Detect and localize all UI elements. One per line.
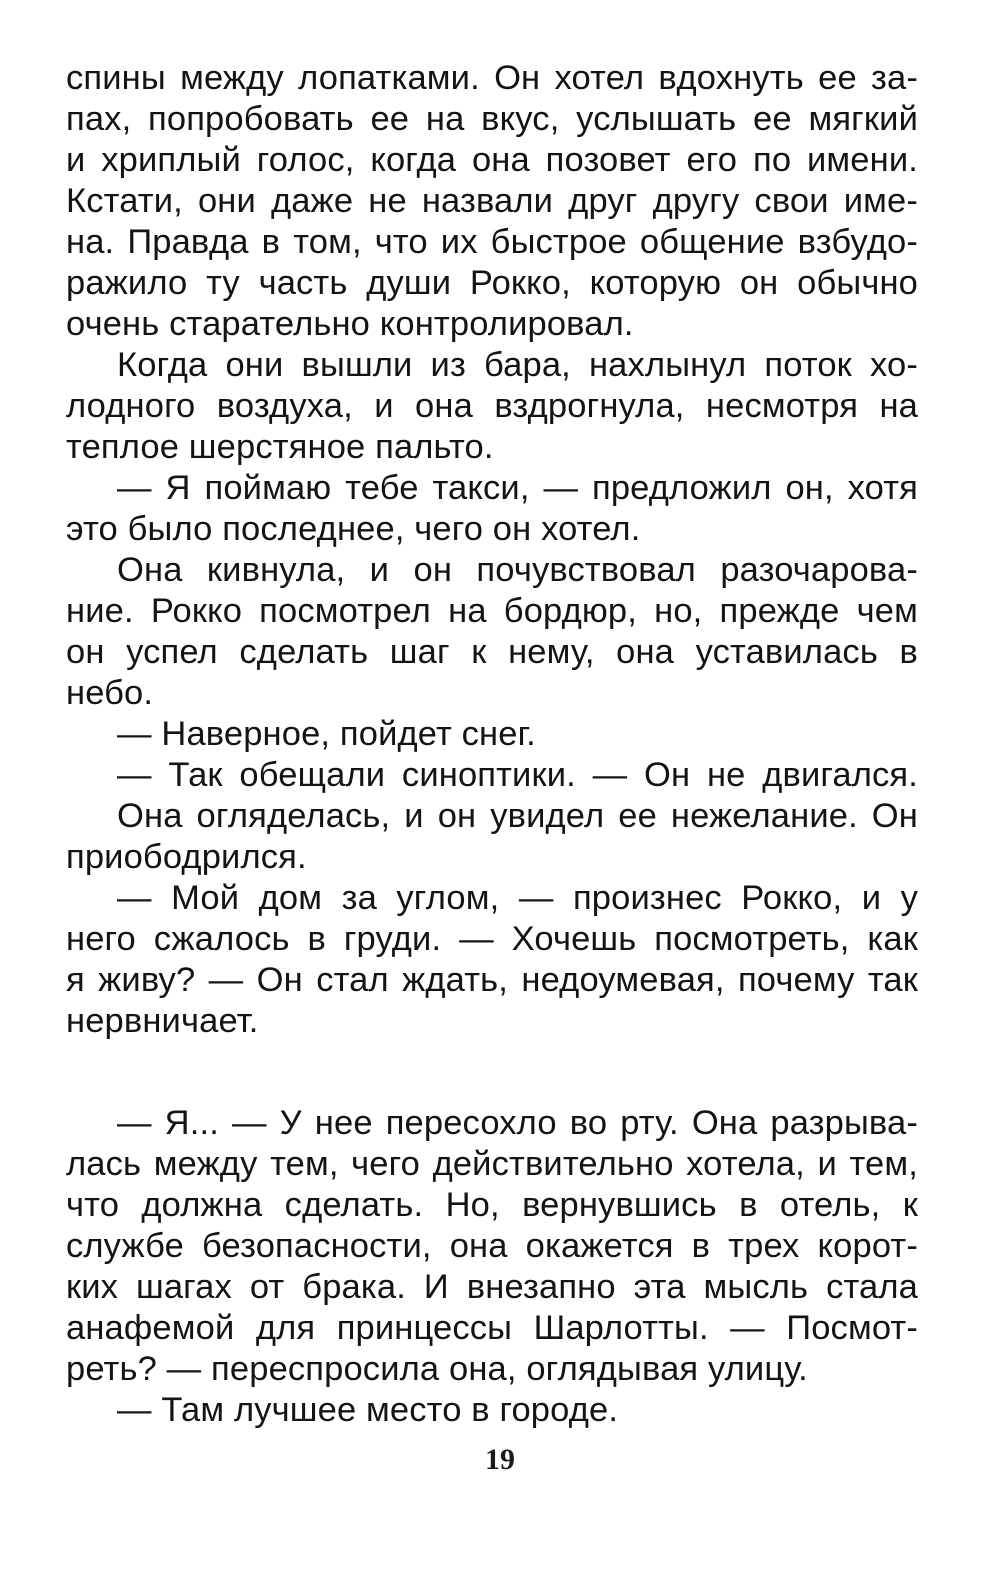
text-block-bottom	[66, 1103, 918, 1431]
text-line: нервничает.	[66, 1002, 259, 1040]
text-block-top	[66, 58, 918, 1042]
text-line: он успел сделать шаг к нему, она уставилась в	[66, 633, 918, 671]
text-line: теплое шерстяное пальто.	[66, 428, 494, 466]
text-line: — Я поймаю тебе такси, — предложил он, хотя	[117, 469, 918, 507]
text-line: пах, попробовать ее на вкус, услышать ее мягкий	[66, 100, 918, 138]
text-line: приободрился.	[66, 838, 307, 876]
text-line: Она кивнула, и он почувствовал разочарова-	[117, 551, 918, 589]
text-line: — Мой дом за углом, — произнес Рокко, и у	[117, 879, 918, 917]
text-line: Когда они вышли из бара, нахлынул поток хо-	[117, 346, 918, 384]
text-line: ние. Рокко посмотрел на бордюр, но, прежде чем	[66, 592, 918, 630]
text-line: и хриплый голос, когда она позовет его по имени.	[66, 141, 918, 179]
text-line: реть? — переспросила она, оглядывая улицу.	[66, 1350, 808, 1388]
text-line: лась между тем, чего действительно хотела, и тем,	[66, 1145, 918, 1183]
text-line: лодного воздуха, и она вздрогнула, несмотря на	[66, 387, 918, 425]
text-line: — Так обещали синоптики. — Он не двигался.	[117, 756, 918, 794]
text-line: спины между лопатками. Он хотел вдохнуть ее за-	[66, 59, 918, 97]
text-line: очень старательно контролировал.	[66, 305, 634, 343]
text-line: — Наверное, пойдет снег.	[117, 715, 536, 753]
text-line: на. Правда в том, что их быстрое общение взбудо-	[66, 223, 918, 261]
text-line: анафемой для принцессы Шарлотты. — Посмот-	[66, 1309, 918, 1347]
text-line: — Я... — У нее пересохло во рту. Она разрыва-	[117, 1104, 918, 1142]
text-line: ражило ту часть души Рокко, которую он обычно	[66, 264, 918, 302]
text-line: это было последнее, чего он хотел.	[66, 510, 641, 548]
text-line: него сжалось в груди. — Хочешь посмотреть, как	[66, 920, 918, 958]
text-line: ких шагах от брака. И внезапно эта мысль стала	[66, 1268, 918, 1306]
text-line: небо.	[66, 674, 154, 712]
text-line: что должна сделать. Но, вернувшись в отель, к	[66, 1186, 918, 1224]
text-line: службе безопасности, она окажется в трех корот-	[66, 1227, 918, 1265]
text-line: — Там лучшее место в городе.	[117, 1391, 619, 1429]
text-line: я живу? — Он стал ждать, недоумевая, почему так	[66, 961, 918, 999]
text-line: Она огляделась, и он увидел ее нежелание. Он	[117, 797, 918, 835]
page-number: 19	[485, 1443, 515, 1476]
text-line: Кстати, они даже не назвали друг другу свои име-	[66, 182, 918, 220]
